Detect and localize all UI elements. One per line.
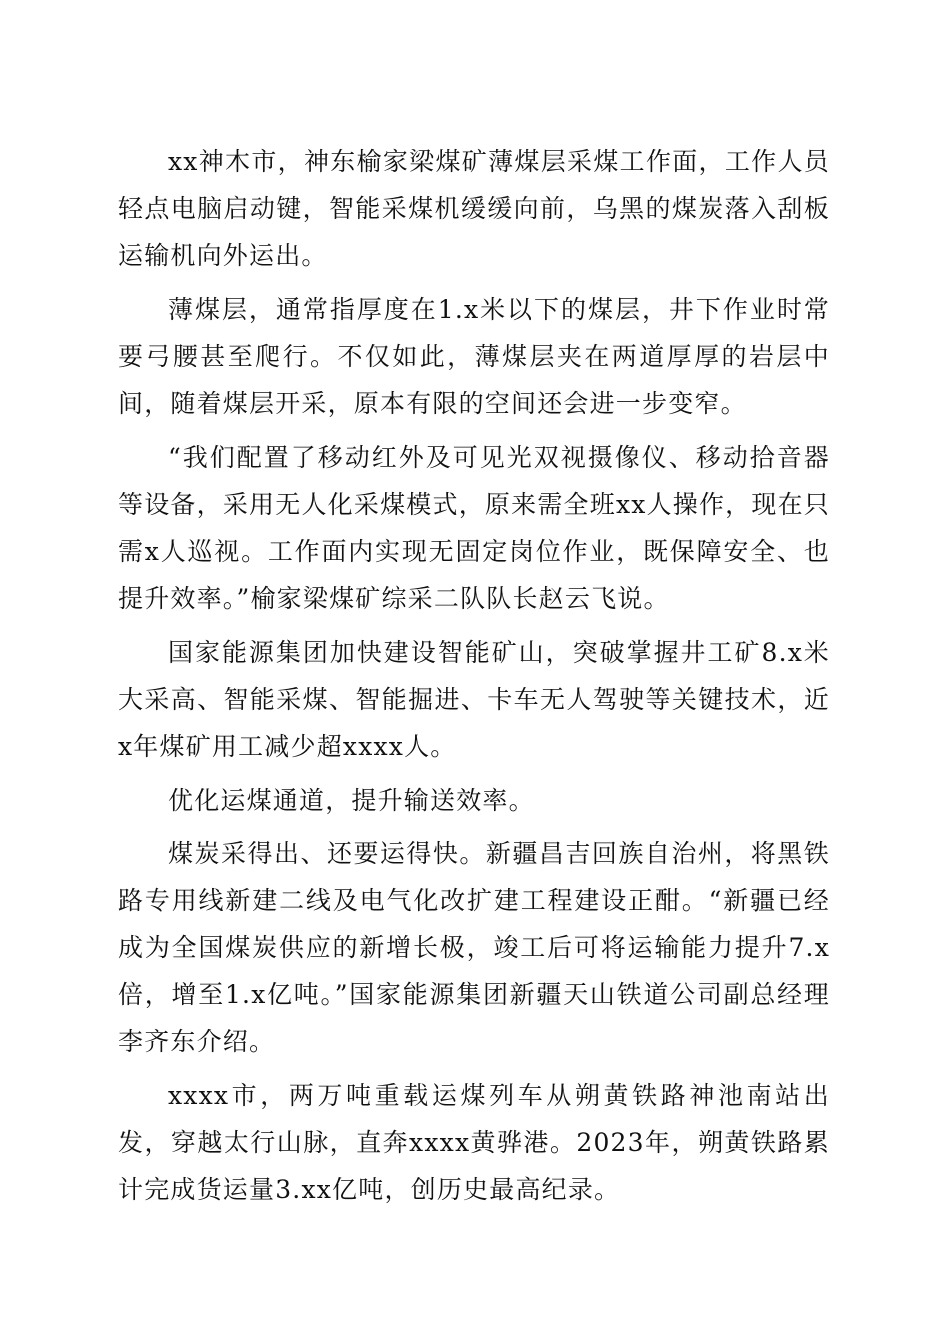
paragraph-5: 优化运煤通道，提升输送效率。 <box>168 786 535 815</box>
paragraph-6: 煤炭采得出、还要运得快。新疆昌吉回族自治州，将黑铁路专用线新建二线及电气化改扩建工程建设正酣。“新疆已经成为全国煤炭供应的新增长极，竣工后可将运输能力提升7.x倍，增至1.x亿吨。”国家能源集团新疆天山铁道公司副总经理李齐东介绍。 <box>118 839 830 1056</box>
paragraph-3: “我们配置了移动红外及可见光双视摄像仪、移动拾音器等设备，采用无人化采煤模式，原来需全班xx人操作，现在只需x人巡视。工作面内实现无固定岗位作业，既保障安全、也提升效率。”榆家梁煤矿综采二队队长赵云飞说。 <box>118 443 830 613</box>
paragraph-2: 薄煤层，通常指厚度在1.x米以下的煤层，井下作业时常要弓腰甚至爬行。不仅如此，薄煤层夹在两道厚厚的岩层中间，随着煤层开采，原本有限的空间还会进一步变窄。 <box>118 295 830 418</box>
paragraph-1: xx神木市，神东榆家梁煤矿薄煤层采煤工作面，工作人员轻点电脑启动键，智能采煤机缓缓向前，乌黑的煤炭落入刮板运输机向外运出。 <box>118 147 830 270</box>
paragraph-7: xxxx市，两万吨重载运煤列车从朔黄铁路神池南站出发，穿越太行山脉，直奔xxxx黄骅港。2023年，朔黄铁路累计完成货运量3.xx亿吨，创历史最高纪录。 <box>118 1081 830 1204</box>
article-body <box>118 138 830 1220</box>
paragraph-4: 国家能源集团加快建设智能矿山，突破掌握井工矿8.x米大采高、智能采煤、智能掘进、卡车无人驾驶等关键技术，近x年煤矿用工减少超xxxx人。 <box>118 638 830 761</box>
